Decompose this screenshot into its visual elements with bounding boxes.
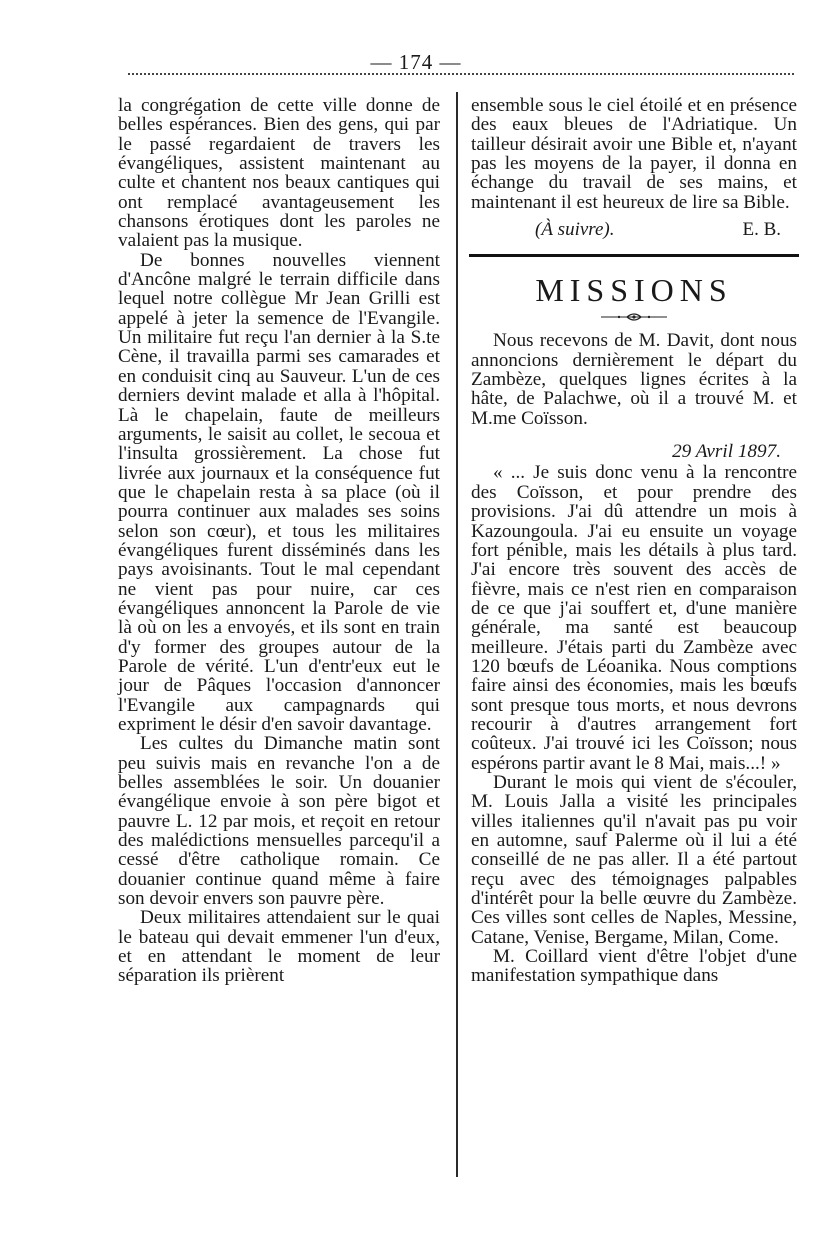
paragraph-cultes: Les cultes du Dimanche matin sont peu suivis mais en revanche l'on a de belles assemblées le soir. Un douanier évangélique envoie à son père bigot et pauvre L. 12 par mois, et reçoit en retour des malédictions mensuelles parcequ'il a cessé d'être catholique romain. Ce douanier continue quand même à faire son devoir envers son pauvre père.	[118, 733, 440, 910]
paragraph-coillard: M. Coillard vient d'être l'objet d'une manifestation sympathique dans	[471, 946, 797, 987]
section-title: MISSIONS	[535, 272, 733, 309]
paragraph-missions-intro: Nous recevons de M. Davit, dont nous annoncions dernièrement le départ du Zambèze, quelques lignes écrites à la hâte, de Palachwe, où il a trouvé M. et M.me Coïsson.	[471, 330, 797, 429]
left-column	[118, 96, 440, 986]
paragraph-continuation: ensemble sous le ciel étoilé et en présence des eaux bleues de l'Adriatique. Un tailleur désirait avoir une Bible et, n'ayant pas les moyens de la payer, il donna en échange du travail de ses mains, et maintenant il est heureux de lire sa Bible.	[471, 95, 797, 213]
paragraph-letter: « ... Je suis donc venu à la rencontre des Coïsson, et pour prendre des provisions. J'ai dû attendre un mois à Kazoungoula. J'ai eu ensuite un voyage fort pénible, mais les détails à plus tard. J'ai encore très souvent des accès de fièvre, mais ce n'est rien en comparaison de ce que j'ai souffert et, d'une manière générale, ma santé est beaucoup meilleure. J'étais parti du Zambèze avec 120 bœufs de Léoanika. Nous comptions faire ainsi des économies, mais les bœufs sont presque tous morts, et nous devrons recourir à d'autres arrangement fort coûteux. J'ai trouvé ici les Coïsson; nous espérons partir avant le 8 Mai, mais...! »	[471, 462, 797, 774]
page-number: — 174 —	[370, 50, 462, 74]
paragraph-congregation: la congrégation de cette ville donne de belles espérances. Bien des gens, qui par le passé regardaient de travers les évangéliques, assistent maintenant au culte et chantent nos beaux cantiques qui ont remplacé avantageusement les chansons érotiques dont les paroles ne valaient pas la musique.	[118, 95, 440, 252]
header-rule	[128, 73, 794, 75]
section-rule	[469, 254, 799, 257]
paragraph-jalla: Durant le mois qui vient de s'écouler, M. Louis Jalla a visité les principales villes italiennes qu'il n'avait pas pu voir en automne, sauf Palerme où il lui a été conseillé de ne pas aller. Il a été partout reçu avec des témoignages palpables d'intérêt pour la belle œuvre du Zambèze. Ces villes sont celles de Naples, Messine, Catane, Venise, Bergame, Milan, Come.	[471, 771, 797, 948]
letter-date: 29 Avril 1897.	[672, 441, 781, 463]
signature-line	[471, 212, 797, 239]
author-signature: E. B.	[742, 219, 781, 241]
paragraph-ancone: De bonnes nouvelles viennent d'Ancône malgré le terrain difficile dans lequel notre collègue Mr Jean Grilli est appelé à jeter la semence de l'Evangile. Un militaire fut reçu l'an dernier à la S.te Cène, il travailla parmi ses camarades et en conduisit cinq au Sauveur. L'un de ces derniers devint malade et alla à l'hôpital. Là le chapelain, faute de meilleurs arguments, le saisit au collet, le secoua et l'insulta grossièrement. La chose fut livrée aux journaux et la conséquence fut que le chapelain resta à sa place (où il pourra continuer aux malades ses soins selon son cœur), et tous les militaires évangéliques furent disséminés dans les pays avoisinants. Tout le mal cependant ne vient pas pour nuire, car ces évangéliques annoncent la Parole de vie là où on les a envoyés, et ils sont en train d'y former des groupes autour de la Parole de vérité. L'un d'entr'eux eut le jour de Pâques l'occasion d'annoncer l'Evangile aux campagnards qui expriment le désir d'en savoir davantage.	[118, 249, 440, 735]
paragraph-militaires: Deux militaires attendaient sur le quai le bateau qui devait emmener l'un d'eux, et en attendant le moment de leur séparation ils prièrent	[118, 907, 440, 987]
ornament-icon	[599, 310, 669, 324]
column-divider	[456, 92, 458, 1177]
ornament-divider	[471, 309, 797, 331]
right-column	[471, 96, 797, 986]
to-be-continued: (À suivre).	[535, 219, 615, 241]
